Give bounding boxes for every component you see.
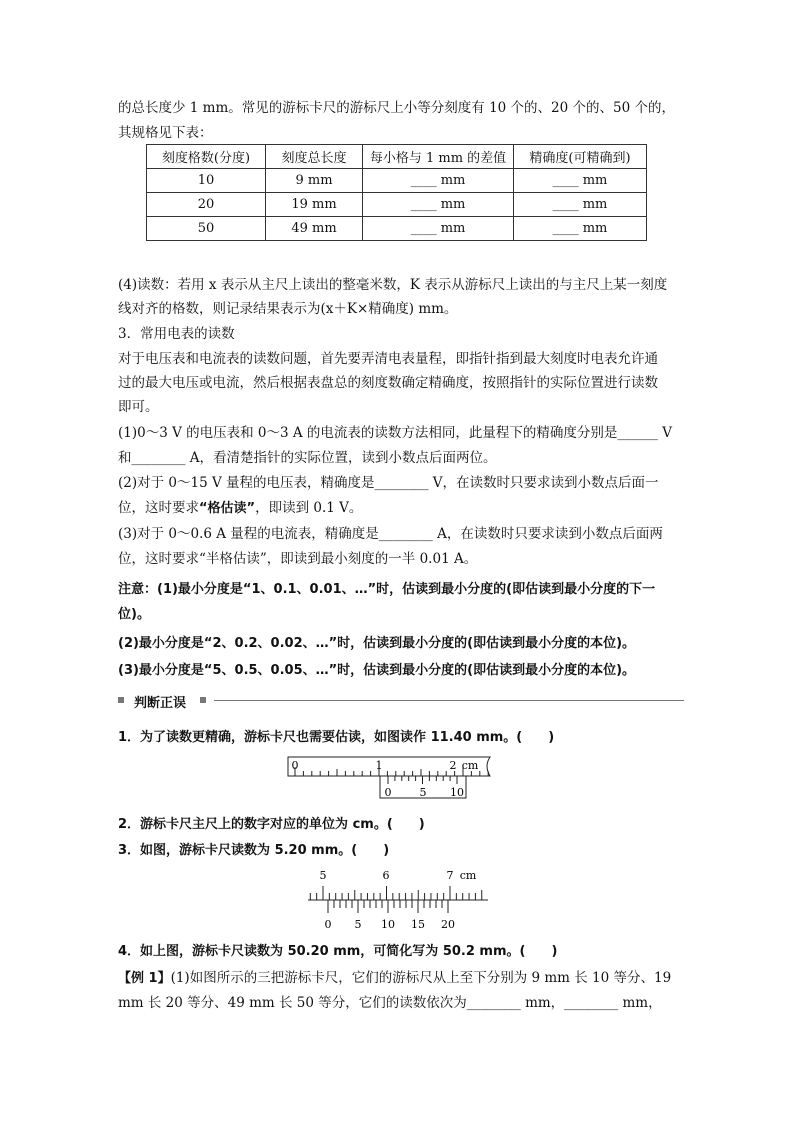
divider-line	[214, 700, 684, 701]
item-3-line-2: 位，这时要求“半格估读”，即读到最小刻度的一半 0.01 A。	[118, 551, 478, 567]
text-span: ，即读到 0.1 V。	[255, 500, 363, 516]
table-header: 刻度总长度	[266, 145, 363, 169]
unit-label: cm	[459, 869, 477, 882]
main-scale-ticks	[295, 767, 488, 776]
main-scale-body	[288, 757, 490, 776]
caliper-figure-2	[300, 866, 500, 932]
item-1-line-2: 和________ A，看清楚指针的实际位置，读到小数点后面两位。	[118, 450, 497, 466]
paragraph-line: 即可。	[118, 399, 159, 415]
vernier-label: 10	[450, 786, 464, 799]
item-3-line-1: (3)对于 0～0.6 A 量程的电流表，精确度是________ A，在读数时只要求读到小数点后面两	[118, 526, 663, 542]
note-1-line-1: 注意：(1)最小分度是“1、0.1、0.01、…”时，估读到最小分度的(即估读到最小分度的下一	[118, 582, 656, 597]
intro-line-2: 其规格见下表：	[118, 125, 213, 141]
table-cell: ____ mm	[363, 169, 514, 193]
reading-line-2: 线对齐的格数，则记录结果表示为(x＋K×精确度) mm。	[118, 301, 458, 317]
main-scale-label: 5	[319, 869, 327, 882]
main-scale-ticks	[310, 886, 481, 900]
note-2: (2)最小分度是“2、0.2、0.02、…”时，估读到最小分度的(即估读到最小分度的本位)。	[118, 636, 636, 651]
unit-label: cm	[461, 759, 479, 772]
paragraph-line: 过的最大电压或电流，然后根据表盘总的刻度数确定精确度，按照指针的实际位置进行读数	[118, 375, 658, 391]
table-row	[147, 169, 647, 193]
vernier-label: 5	[419, 786, 427, 799]
vernier-scale-ticks	[328, 900, 448, 913]
vernier-label: 5	[354, 918, 362, 931]
table-cell: 50	[147, 217, 266, 241]
section-title: 判断正误	[134, 696, 187, 711]
vernier-label: 20	[441, 918, 455, 931]
example-line-1	[118, 968, 684, 989]
table-row	[147, 193, 647, 217]
reading-line-1: (4)读数：若用 x 表示从主尺上读出的整毫米数，K 表示从游标尺上读出的与主尺上某一刻度	[118, 277, 668, 293]
note-3: (3)最小分度是“5、0.5、0.05、…”时，估读到最小分度的(即估读到最小分度的本位)。	[118, 663, 636, 678]
table-cell: 10	[147, 169, 266, 193]
main-scale-label: 6	[382, 869, 390, 882]
example-line-2: mm 长 20 等分、49 mm 长 50 等分，它们的读数依次为________ mm，________ mm，	[118, 995, 662, 1011]
question-4: 4．如上图，游标卡尺读数为 50.20 mm，可简化写为 50.2 mm。( )	[118, 944, 558, 959]
main-scale-label: 0	[291, 759, 299, 772]
section-divider	[118, 692, 684, 710]
main-scale-label: 2	[449, 759, 457, 772]
table-header: 每小格与 1 mm 的差值	[363, 145, 514, 169]
table-cell: ____ mm	[363, 217, 514, 241]
vernier-label: 10	[381, 918, 395, 931]
main-scale-label: 7	[446, 869, 454, 882]
table-row	[147, 217, 647, 241]
vernier-scale-ticks	[388, 776, 457, 784]
table-cell: 9 mm	[266, 169, 363, 193]
example-tag: 【例 1】	[118, 971, 171, 986]
table-cell: ____ mm	[514, 169, 647, 193]
question-3: 3．如图，游标卡尺读数为 5.20 mm。( )	[118, 843, 390, 858]
intro-line-1: 的总长度少 1 mm。常见的游标卡尺的游标尺上小等分刻度有 10 个的、20 个的、50 个的，	[118, 100, 675, 116]
square-bullet-icon	[118, 697, 124, 703]
item-1-line-1: (1)0～3 V 的电压表和 0～3 A 的电流表的读数方法相同，此量程下的精确度分别是______ V	[118, 425, 672, 441]
table-cell: ____ mm	[363, 193, 514, 217]
vernier-spec-table	[146, 144, 647, 241]
text-span: (1)如图所示的三把游标卡尺，它们的游标尺从上至下分别为 9 mm 长 10 等分、19	[170, 970, 672, 986]
main-scale-label: 1	[375, 759, 383, 772]
section-heading: 3．常用电表的读数	[118, 326, 235, 342]
item-2-line-2	[118, 498, 684, 519]
table-header-row	[147, 145, 647, 169]
square-bullet-icon	[200, 697, 206, 703]
emphasis-text: “格估读”	[199, 501, 256, 516]
caliper-figure-1	[280, 752, 510, 812]
table-cell: ____ mm	[514, 193, 647, 217]
vernier-label: 0	[384, 786, 392, 799]
item-2-line-1: (2)对于 0～15 V 量程的电压表，精确度是________ V，在读数时只要求读到小数点后面一	[118, 475, 659, 491]
vernier-label: 15	[411, 918, 425, 931]
table-cell: ____ mm	[514, 217, 647, 241]
question-1: 1．为了读数更精确，游标卡尺也需要估读，如图读作 11.40 mm。( )	[118, 730, 555, 745]
question-2: 2．游标卡尺主尺上的数字对应的单位为 cm。( )	[118, 817, 425, 832]
table-cell: 20	[147, 193, 266, 217]
table-cell: 49 mm	[266, 217, 363, 241]
note-1-line-2: 位)。	[118, 607, 150, 622]
paragraph-line: 对于电压表和电流表的读数问题，首先要弄清电表量程，即指针指到最大刻度时电表允许通	[118, 351, 658, 367]
vernier-label: 0	[324, 918, 332, 931]
text-span: 位，这时要求	[118, 500, 199, 516]
table-cell: 19 mm	[266, 193, 363, 217]
table-header: 精确度(可精确到)	[514, 145, 647, 169]
table-header: 刻度格数(分度)	[147, 145, 266, 169]
